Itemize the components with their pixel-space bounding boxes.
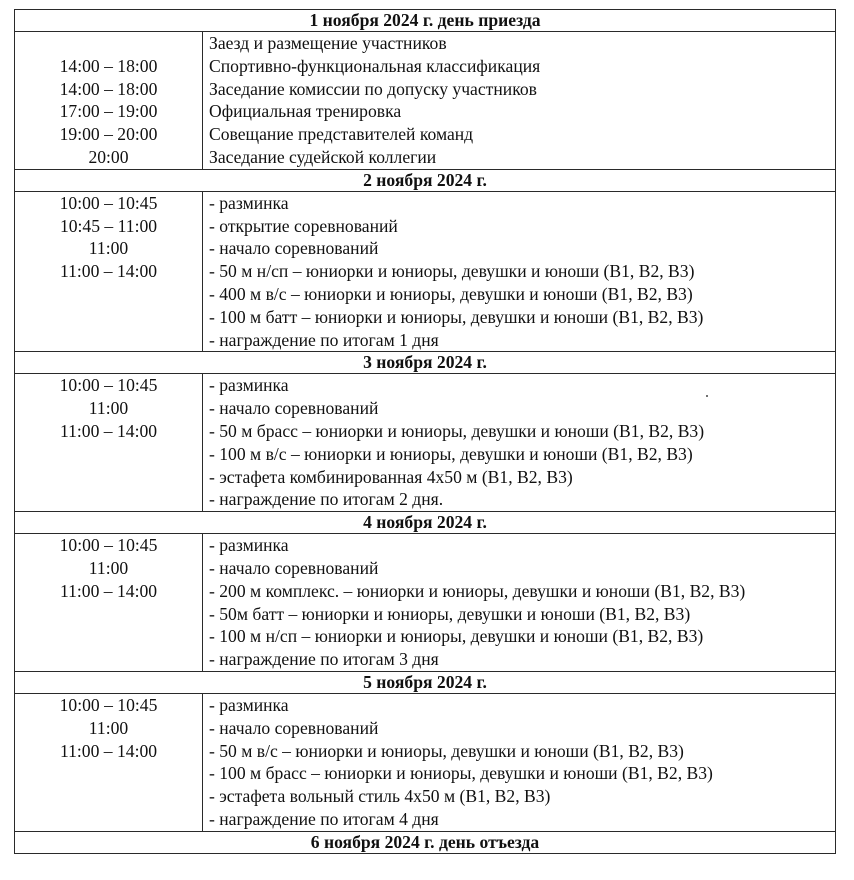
event-item: - разминка <box>209 535 289 556</box>
event-item: - разминка <box>209 375 289 396</box>
time-column <box>15 693 203 831</box>
event-item: - награждение по итогам 1 дня <box>209 329 439 350</box>
time-slot <box>15 32 202 55</box>
schedule-table <box>14 9 836 854</box>
day-header-row <box>15 512 836 534</box>
event-column <box>203 534 836 672</box>
time-slot <box>15 625 202 648</box>
event-item: - 50 м в/с – юниорки и юниоры, девушки и юноши (B1, B2, B3) <box>209 740 684 761</box>
time-slot: 10:00 – 10:45 <box>59 375 158 396</box>
time-slot: 11:00 <box>88 398 129 419</box>
event-item: - награждение по итогам 4 дня <box>209 808 439 829</box>
schedule-body <box>15 10 836 854</box>
time-slot: 10:45 – 11:00 <box>59 215 158 236</box>
time-slot <box>15 306 202 329</box>
event-item: Заезд и размещение участников <box>209 33 447 53</box>
event-item: Заседание комиссии по допуску участников <box>209 78 537 99</box>
event-column <box>203 191 836 352</box>
event-item: - открытие соревнований <box>209 215 398 236</box>
event-item: Официальная тренировка <box>209 101 402 122</box>
event-item: - эстафета комбинированная 4x50 м (B1, B2, B3) <box>209 466 573 487</box>
time-slot <box>15 283 202 306</box>
event-item: - начало соревнований <box>209 717 379 738</box>
day-body-row <box>15 374 836 512</box>
time-slot <box>15 329 202 352</box>
day-header: 5 ноября 2024 г. <box>15 671 836 693</box>
event-item: - 200 м комплекс. – юниорки и юниоры, девушки и юноши (B1, B2, B3) <box>209 580 746 601</box>
event-item: - 100 м в/с – юниорки и юниоры, девушки и юноши (B1, B2, B3) <box>209 443 693 464</box>
time-slot: 11:00 – 14:00 <box>59 261 158 282</box>
event-item: - эстафета вольный стиль 4x50 м (B1, B2, B3) <box>209 786 551 807</box>
event-item: Заседание судейской коллегии <box>209 146 437 167</box>
time-column <box>15 374 203 512</box>
day-header: 1 ноября 2024 г. день приезда <box>15 10 836 32</box>
time-slot <box>15 488 202 511</box>
time-slot <box>15 762 202 785</box>
time-slot: 11:00 <box>88 238 129 259</box>
day-body-row <box>15 534 836 672</box>
day-header-row <box>15 10 836 32</box>
time-slot: 10:00 – 10:45 <box>59 192 158 213</box>
event-item: - 50м батт – юниорки и юниоры, девушки и юноши (B1, B2, B3) <box>209 603 691 624</box>
day-header-row <box>15 831 836 853</box>
day-header: 6 ноября 2024 г. день отъезда <box>15 831 836 853</box>
event-item: Совещание представителей команд <box>209 124 474 145</box>
day-header-row <box>15 169 836 191</box>
event-item: - разминка <box>209 694 289 715</box>
time-slot: 10:00 – 10:45 <box>59 535 158 556</box>
time-slot: 17:00 – 19:00 <box>59 101 158 122</box>
time-slot <box>15 785 202 808</box>
event-item: - 400 м в/с – юниорки и юниоры, девушки и юноши (B1, B2, B3) <box>209 283 693 304</box>
time-slot: 11:00 – 14:00 <box>59 580 158 601</box>
time-slot: 14:00 – 18:00 <box>59 55 158 76</box>
time-slot <box>15 603 202 626</box>
day-header-row <box>15 352 836 374</box>
event-item: - начало соревнований <box>209 398 379 419</box>
day-header: 4 ноября 2024 г. <box>15 512 836 534</box>
day-header: 2 ноября 2024 г. <box>15 169 836 191</box>
time-slot: 20:00 <box>88 146 129 167</box>
event-item: - начало соревнований <box>209 238 379 259</box>
day-header: 3 ноября 2024 г. <box>15 352 836 374</box>
day-body-row <box>15 693 836 831</box>
event-column <box>203 32 836 170</box>
event-item: - 100 м н/сп – юниорки и юниоры, девушки и юноши (B1, B2, B3) <box>209 626 704 647</box>
event-item: - 50 м н/сп – юниорки и юниоры, девушки и юноши (B1, B2, B3) <box>209 261 695 282</box>
time-column <box>15 191 203 352</box>
event-column <box>203 374 836 512</box>
event-item: - 100 м батт – юниорки и юниоры, девушки и юноши (B1, B2, B3) <box>209 306 704 327</box>
event-item: - начало соревнований <box>209 557 379 578</box>
event-item: - награждение по итогам 3 дня <box>209 649 439 670</box>
event-column <box>203 693 836 831</box>
time-column <box>15 534 203 672</box>
event-item: - 100 м брасс – юниорки и юниоры, девушки и юноши (B1, B2, B3) <box>209 763 713 784</box>
time-slot <box>15 648 202 671</box>
day-header-row <box>15 671 836 693</box>
event-item: Спортивно-функциональная классификация <box>209 55 541 76</box>
event-item: - 50 м брасс – юниорки и юниоры, девушки и юноши (B1, B2, B3) <box>209 420 705 441</box>
time-slot <box>15 443 202 466</box>
time-slot: 11:00 <box>88 717 129 738</box>
time-slot: 11:00 – 14:00 <box>59 420 158 441</box>
day-body-row <box>15 191 836 352</box>
time-slot: 10:00 – 10:45 <box>59 694 158 715</box>
time-slot <box>15 466 202 489</box>
time-slot: 14:00 – 18:00 <box>59 78 158 99</box>
time-slot: 11:00 – 14:00 <box>59 740 158 761</box>
time-slot: 19:00 – 20:00 <box>59 124 158 145</box>
event-item: - разминка <box>209 192 289 213</box>
day-body-row <box>15 32 836 170</box>
stray-dot <box>706 395 708 397</box>
event-item: - награждение по итогам 2 дня. <box>209 489 444 510</box>
time-slot <box>15 808 202 831</box>
time-column <box>15 32 203 170</box>
time-slot: 11:00 <box>88 557 129 578</box>
